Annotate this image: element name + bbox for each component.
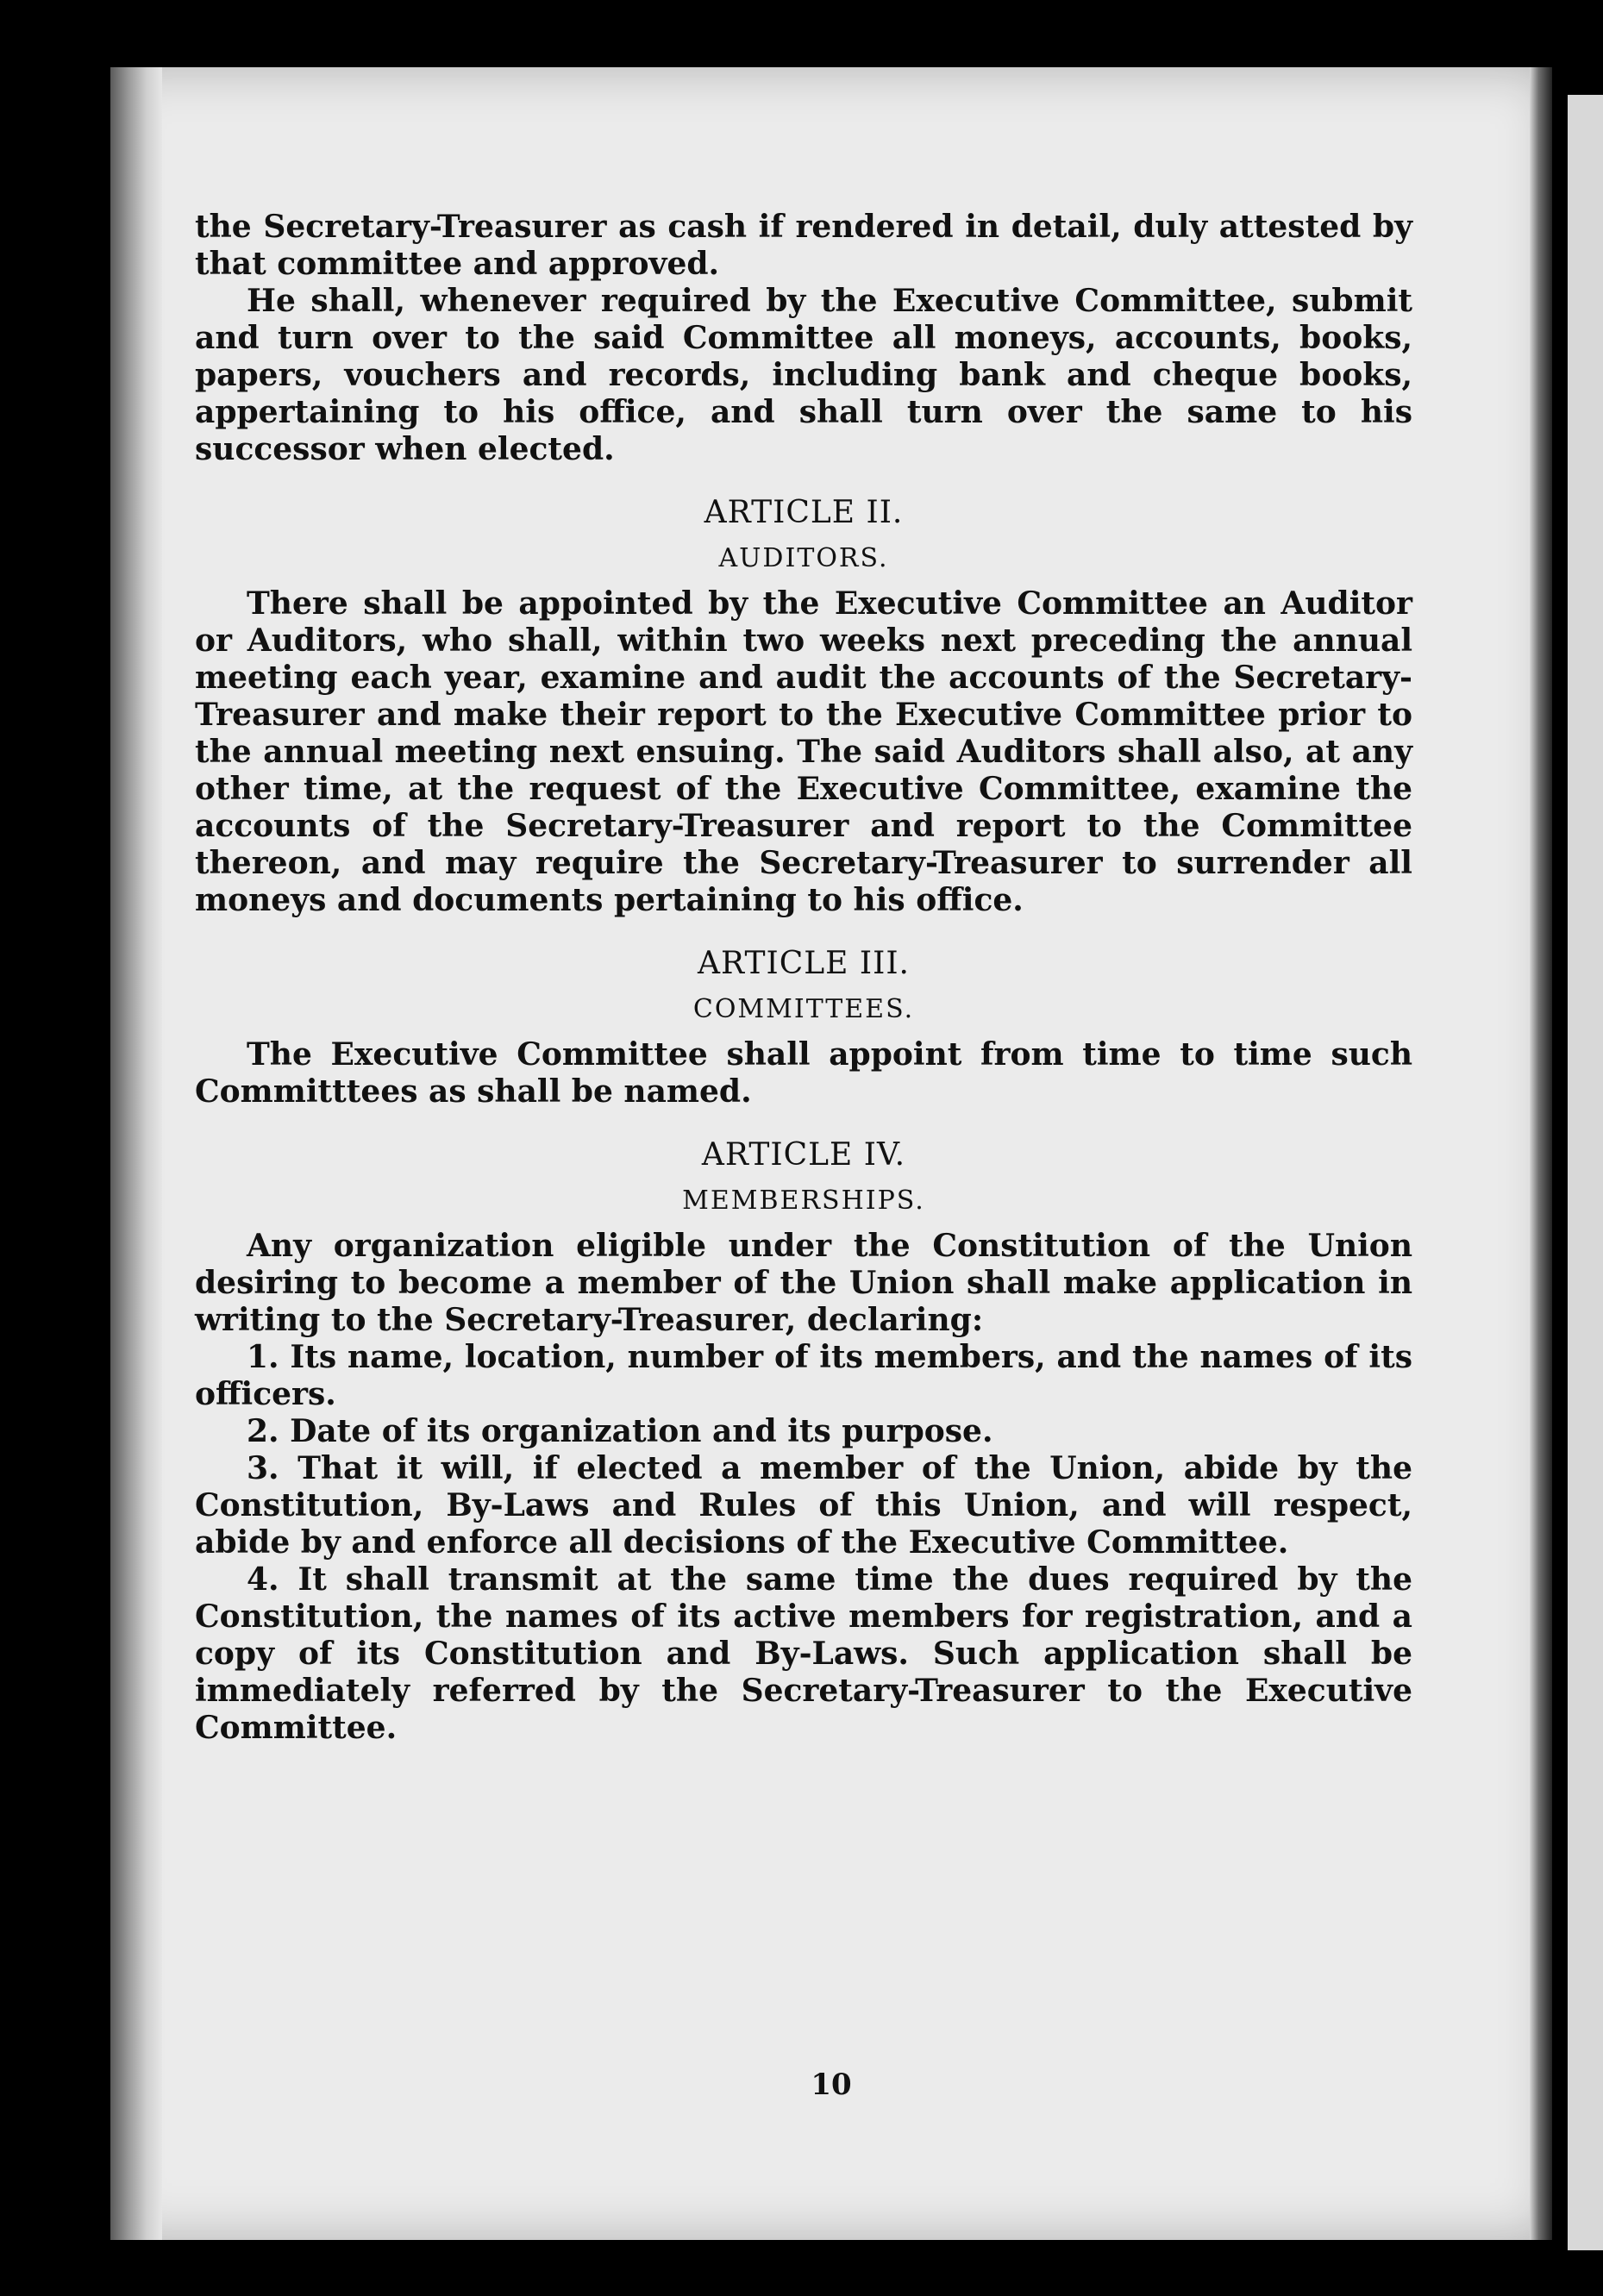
list-item: 1. Its name, location, number of its members, and the names of its officers. [195,1339,1412,1412]
article-2-heading: ARTICLE II. [704,495,904,530]
article-4-subheading: MEMBERSHIPS. [682,1186,925,1216]
article-3-body: The Executive Committee shall appoint from time to time such Committtees as shall be named. [195,1036,1412,1110]
page-text [195,209,1412,1747]
article-2-subheading: AUDITORS. [718,543,889,573]
adjacent-page-edge [1568,95,1603,2250]
article-3-heading: ARTICLE III. [698,946,910,981]
list-item: 4. It shall transmit at the same time the dues required by the Constitution, the names of its active members for registration, and a copy of its Constitution and By-Laws. Such application shall be immediately referred by the Secretary-Treasurer to the Executive Committee. [195,1561,1412,1746]
page-number: 10 [811,2068,852,2102]
list-item: 2. Date of its organization and its purpose. [247,1413,993,1449]
article-2-body: There shall be appointed by the Executive Committee an Auditor or Auditors, who shall, within two weeks next preceding the annual meeting each year, examine and audit the accounts of the Secretary-Treasurer and make their report to the Executive Committee prior to the annual meeting next ensuing. The said Auditors shall also, at any other time, at the request of the Executive Committee, examine the accounts of the Secretary-Treasurer and report to the Committee thereon, and may require the Secretary-Treasurer to surrender all moneys and documents pertaining to his office. [195,585,1412,918]
page-right-edge [1530,67,1552,2240]
secretary-duties-paragraph: He shall, whenever required by the Executive Committee, submit and turn over to the said Committee all moneys, accounts, books, papers, vouchers and records, including bank and cheque books, appertaining to his office, and shall turn over the same to his successor when elected. [195,283,1412,467]
page-binding-shadow [110,67,162,2240]
article-3-subheading: COMMITTEES. [692,994,915,1024]
list-item: 3. That it will, if elected a member of the Union, abide by the Constitution, By-Laws and Rules of this Union, and will respect, abide by and enforce all decisions of the Executive Committee. [195,1450,1412,1561]
opening-paragraph: the Secretary-Treasurer as cash if rendered in detail, duly attested by that committee and approved. [195,209,1412,282]
article-4-heading: ARTICLE IV. [701,1137,906,1173]
article-4-body: Any organization eligible under the Constitution of the Union desiring to become a member of the Union shall make application in writing to the Secretary-Treasurer, declaring: [195,1228,1412,1338]
